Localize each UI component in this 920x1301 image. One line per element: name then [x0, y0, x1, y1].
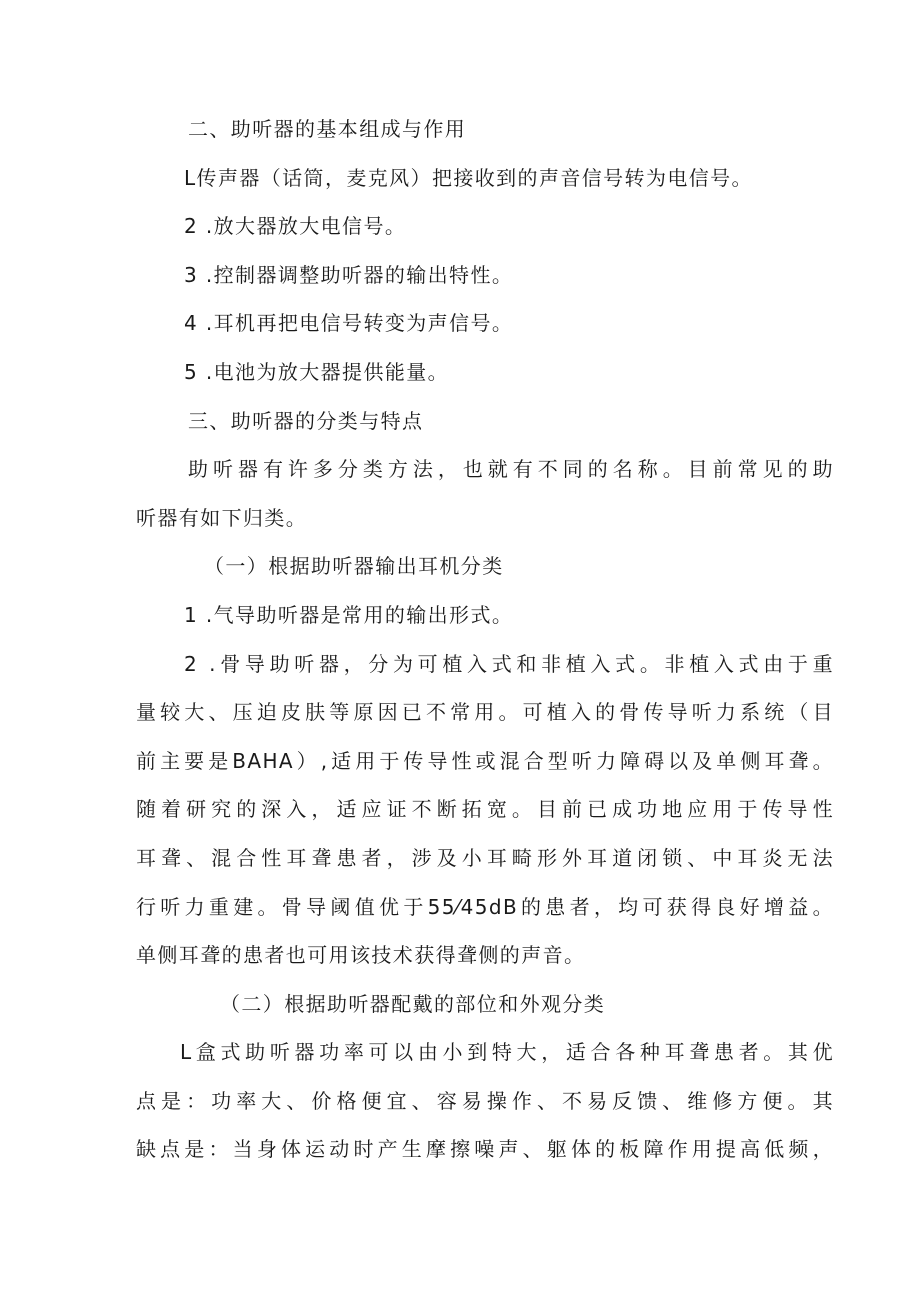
- section-heading-3: 三、助听器的分类与特点: [188, 408, 424, 433]
- paragraph-line: 点是：功率大、价格便宜、容易操作、不易反馈、维修方便。其: [136, 1088, 834, 1113]
- paragraph-line: 耳聋、混合性耳聋患者，涉及小耳畸形外耳道闭锁、中耳炎无法: [136, 845, 834, 870]
- paragraph-line: 随着研究的深入，适应证不断拓宽。目前已成功地应用于传导性: [136, 797, 834, 822]
- paragraph-line: 听器有如下归类。: [136, 505, 308, 530]
- section-heading-2: 二、助听器的基本组成与作用: [188, 117, 467, 141]
- list-item-1: L传声器（话筒，麦克风）把接收到的声音信号转为电信号。: [184, 165, 753, 190]
- paragraph-line: 2 .骨导助听器，分为可植入式和非植入式。非植入式由于重: [184, 651, 834, 676]
- paragraph-line: 缺点是：当身体运动时产生摩擦噪声、躯体的板障作用提高低频，: [136, 1137, 834, 1162]
- subsection-heading-2: （二）根据助听器配戴的部位和外观分类: [220, 991, 606, 1016]
- paragraph-line: L盒式助听器功率可以由小到特大，适合各种耳聋患者。其优: [180, 1040, 834, 1065]
- subsection-heading-1: （一）根据助听器输出耳机分类: [204, 554, 504, 579]
- list-item-2: 2 .放大器放大电信号。: [184, 214, 407, 239]
- paragraph-line: 助听器有许多分类方法，也就有不同的名称。目前常见的助: [188, 457, 834, 482]
- list-item-5: 5 .电池为放大器提供能量。: [184, 359, 450, 384]
- paragraph-line: 单侧耳聋的患者也可用该技术获得聋侧的声音。: [136, 943, 586, 968]
- list-item-4: 4 .耳机再把电信号转变为声信号。: [184, 311, 514, 336]
- paragraph-line: 前主要是BAHA）,适用于传导性或混合型听力障碍以及单侧耳聋。: [136, 748, 834, 773]
- paragraph-line: 行听力重建。骨导阈值优于55⁄45dB的患者，均可获得良好增益。: [136, 894, 834, 919]
- paragraph-line: 量较大、压迫皮肤等原因已不常用。可植入的骨传导听力系统（目: [136, 700, 834, 725]
- list-item-air-conduction: 1 .气导助听器是常用的输出形式。: [184, 602, 514, 627]
- list-item-3: 3 .控制器调整助听器的输出特性。: [184, 262, 514, 287]
